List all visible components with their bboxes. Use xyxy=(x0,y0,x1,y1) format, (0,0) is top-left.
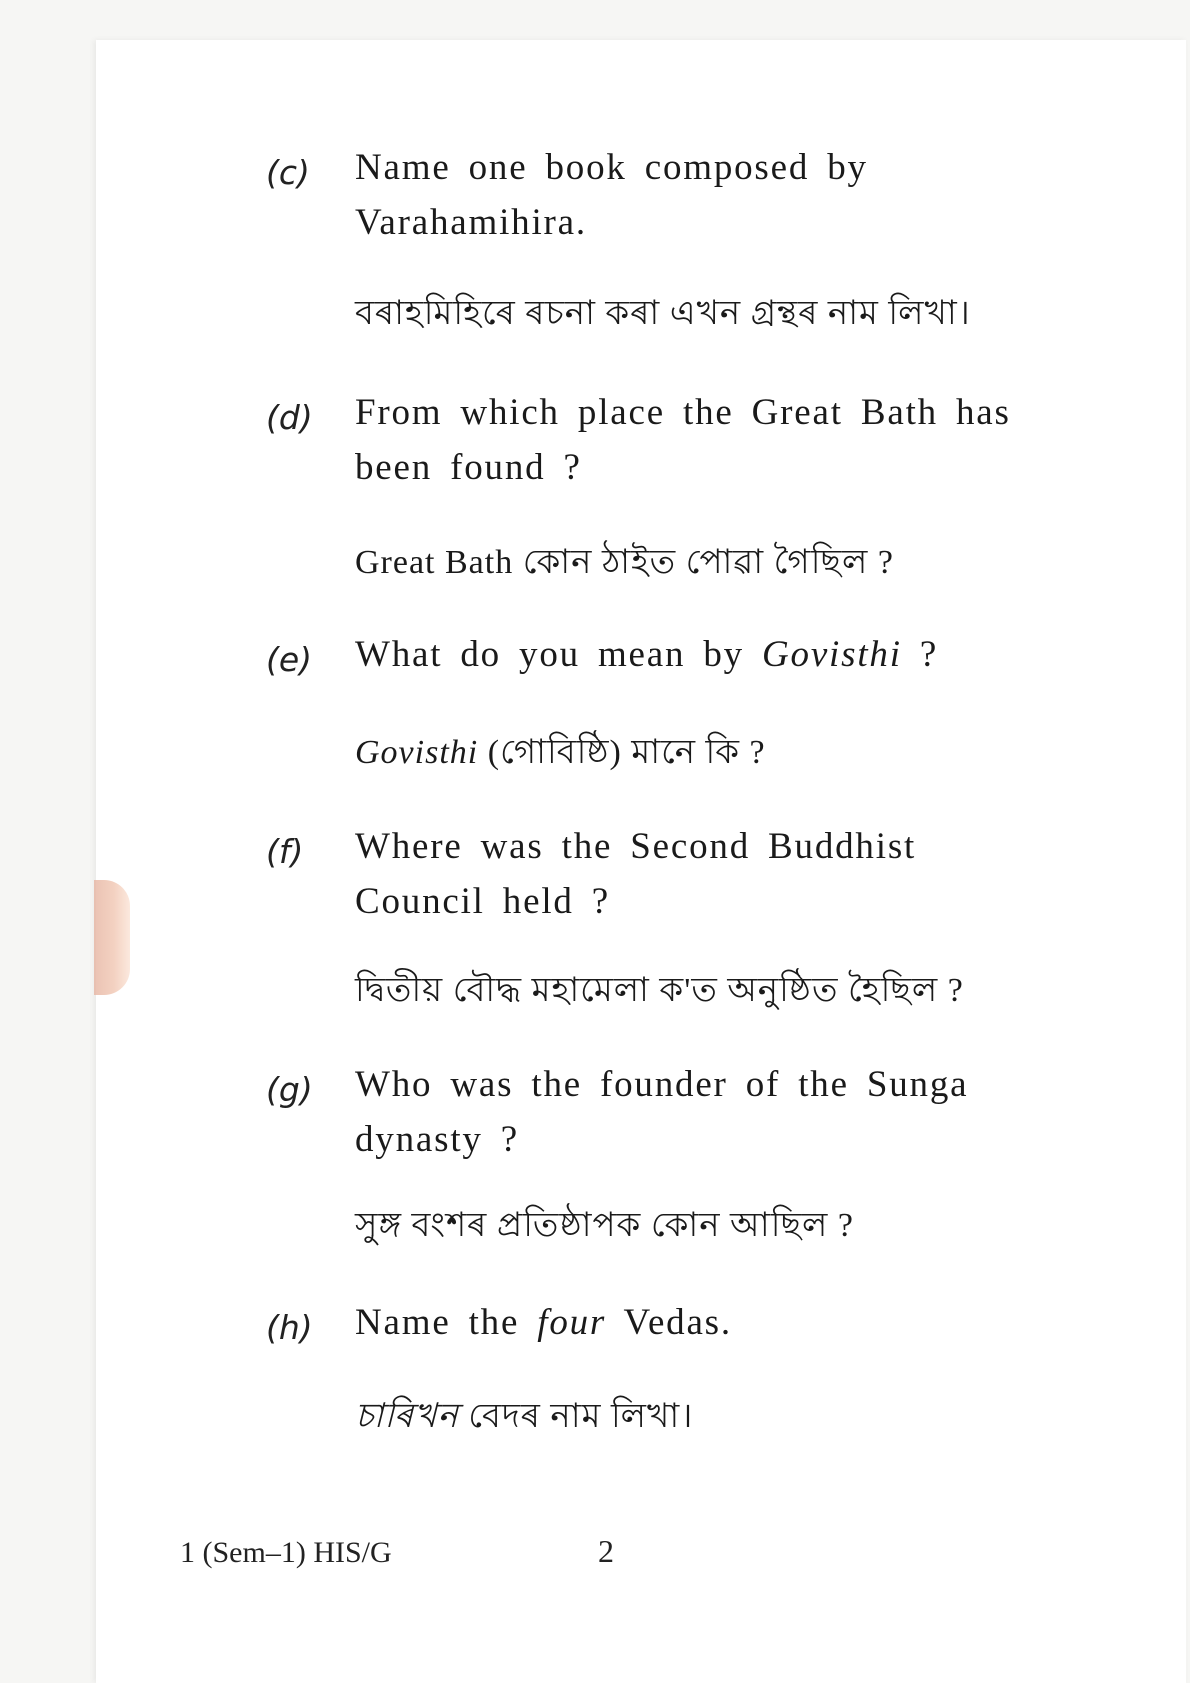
question-text-assamese: বৰাহমিহিৰে ৰচনা কৰা এখন গ্ৰন্থৰ নাম লিখা। xyxy=(355,295,971,332)
question-label: (d) xyxy=(266,398,313,437)
question-text-assamese: সুঙ্গ বংশৰ প্ৰতিষ্ঠাপক কোন আছিল ? xyxy=(355,1207,854,1244)
question-text-assamese: দ্বিতীয় বৌদ্ধ মহামেলা ক'ত অনুষ্ঠিত হৈছিল ? xyxy=(355,972,964,1009)
paper-code: 1 (Sem–1) HIS/G xyxy=(180,1536,392,1569)
question-text-plain: Vedas. xyxy=(606,1302,732,1343)
question-text-assamese: Great Bath কোন ঠাইত পোৱা গৈছিল ? xyxy=(355,544,894,581)
question-text-plain: ? xyxy=(901,634,939,675)
question-text-english: Name one book composed by Varahamihira. xyxy=(355,147,868,243)
question-label: (f) xyxy=(266,832,304,871)
question-label: (h) xyxy=(266,1308,313,1347)
question-text-assamese xyxy=(355,1395,1055,1439)
question-text-italic: চাৰিখন xyxy=(355,1398,459,1435)
question-label: (g) xyxy=(266,1070,313,1109)
thumb-shadow xyxy=(94,880,130,995)
question-text-plain: What do you mean by xyxy=(355,634,762,675)
question-label: (e) xyxy=(266,640,313,679)
question-text-italic: Govisthi xyxy=(355,734,479,771)
question-text-english: Where was the Second Buddhist Council held ? xyxy=(355,826,917,922)
question-text-english: Who was the founder of the Sunga dynasty ? xyxy=(355,1064,969,1160)
question-text-english xyxy=(355,1295,1055,1350)
page-number: 2 xyxy=(598,1533,614,1569)
question-text-assamese xyxy=(355,731,1055,775)
question-text-english xyxy=(355,627,1055,682)
question-text-plain: বেদৰ নাম লিখা। xyxy=(458,1398,694,1435)
question-label: (c) xyxy=(266,153,310,192)
question-text-italic: Govisthi xyxy=(762,634,902,675)
question-text-plain: Name the xyxy=(355,1302,538,1343)
question-text-english: From which place the Great Bath has been found ? xyxy=(355,392,1011,488)
question-text-italic: four xyxy=(537,1302,607,1343)
question-text-plain: (গোবিষ্ঠি) মানে কি ? xyxy=(478,734,766,771)
